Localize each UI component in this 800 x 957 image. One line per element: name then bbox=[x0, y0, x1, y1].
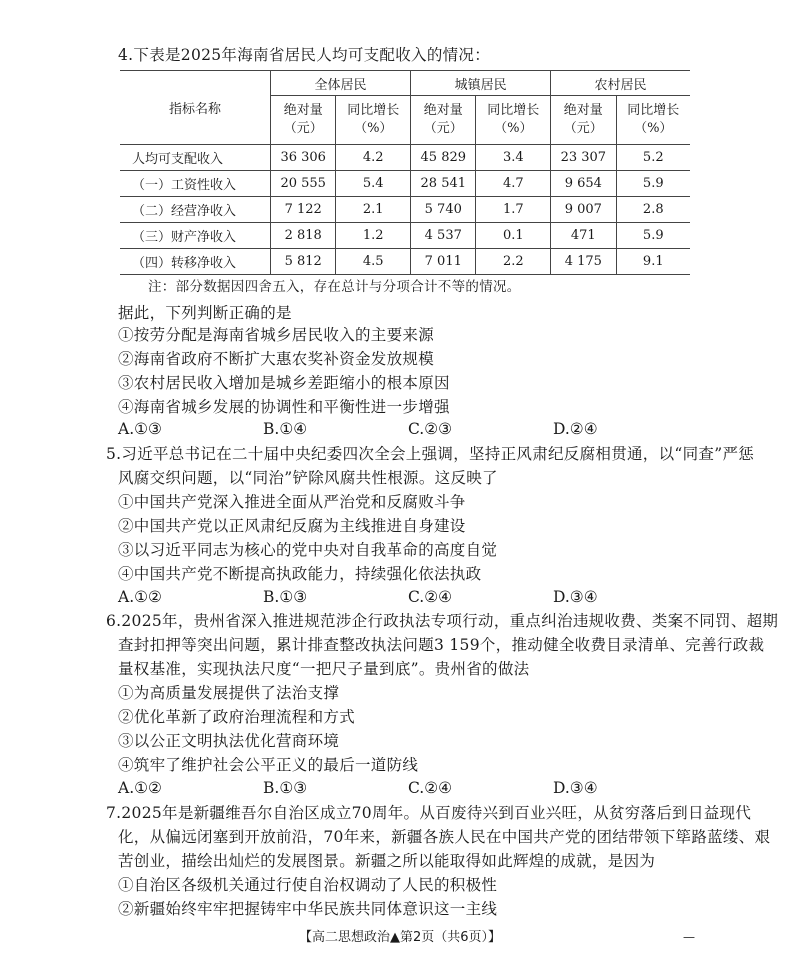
option-a[interactable]: A.①② bbox=[118, 779, 162, 797]
q5-item: ②中国共产党以正风肃纪反腐为主线推进自身建设 bbox=[118, 517, 466, 535]
option-b[interactable]: B.①③ bbox=[263, 588, 308, 606]
table-sub-header: 绝对量 （元） bbox=[271, 96, 336, 145]
table-sub-header: 绝对量 （元） bbox=[551, 96, 616, 145]
q6-item: ③以公正文明执法优化营商环境 bbox=[118, 732, 340, 750]
table-group-header: 全体居民 bbox=[271, 71, 411, 96]
table-cell: 5.9 bbox=[616, 223, 690, 249]
q5-item: ③以习近平同志为核心的党中央对自我革命的高度自觉 bbox=[118, 541, 498, 559]
table-cell: 5 812 bbox=[271, 249, 336, 275]
table-cell: 4.2 bbox=[336, 145, 411, 171]
table-cell: 9 654 bbox=[551, 171, 616, 197]
q6-stem-line: 量权基准，实现执法尺度“一把尺子量到底”。贵州省的做法 bbox=[118, 660, 530, 678]
q5-stem-line: 风腐交织问题，以“同治”铲除风腐共性根源。这反映了 bbox=[118, 469, 498, 487]
table-cell: 3.4 bbox=[476, 145, 551, 171]
q4-item: ③农村居民收入增加是城乡差距缩小的根本原因 bbox=[118, 374, 450, 392]
q4-item: ④海南省城乡发展的协调性和平衡性进一步增强 bbox=[118, 398, 450, 416]
option-d[interactable]: D.③④ bbox=[553, 588, 598, 606]
q7-stem-line: 苦创业，描绘出灿烂的发展图景。新疆之所以能取得如此辉煌的成就，是因为 bbox=[118, 852, 656, 870]
q4-item: ②海南省政府不断扩大惠农奖补资金发放规模 bbox=[118, 350, 435, 368]
income-table bbox=[120, 70, 690, 275]
q4-options bbox=[118, 418, 698, 440]
table-cell: 0.1 bbox=[476, 223, 551, 249]
option-d[interactable]: D.③④ bbox=[553, 779, 598, 797]
table-cell: 28 541 bbox=[411, 171, 476, 197]
table-cell: 2.2 bbox=[476, 249, 551, 275]
table-cell: 2.1 bbox=[336, 197, 411, 223]
row-label: （二）经营净收入 bbox=[120, 197, 271, 223]
table-cell: 1.7 bbox=[476, 197, 551, 223]
q5-stem-line: 5.习近平总书记在二十届中央纪委四次全会上强调，坚持正风肃纪反腐相贯通，以“同查”严惩 bbox=[106, 445, 755, 463]
q4-item: ①按劳分配是海南省城乡居民收入的主要来源 bbox=[118, 326, 435, 344]
option-b[interactable]: B.①③ bbox=[263, 779, 308, 797]
option-c[interactable]: C.②④ bbox=[408, 779, 453, 797]
page-footer: 【高二思想政治▲第2页（共6页）】 bbox=[298, 930, 502, 945]
table-sub-header: 同比增长 （%） bbox=[616, 96, 690, 145]
option-a[interactable]: A.①③ bbox=[118, 420, 162, 438]
table-cell: 5.4 bbox=[336, 171, 411, 197]
table-cell: 1.2 bbox=[336, 223, 411, 249]
q6-stem-line: 6.2025年，贵州省深入推进规范涉企行政执法专项行动，重点纠治违规收费、类案不同罚、超期 bbox=[106, 612, 779, 630]
row-label: （三）财产净收入 bbox=[120, 223, 271, 249]
table-cell: 36 306 bbox=[271, 145, 336, 171]
q5-item: ①中国共产党深入推进全面从严治党和反腐败斗争 bbox=[118, 493, 466, 511]
q7-item: ②新疆始终牢牢把握铸牢中华民族共同体意识这一主线 bbox=[118, 900, 498, 918]
table-note: 注：部分数据因四舍五入，存在总计与分项合计不等的情况。 bbox=[148, 279, 521, 295]
table-group-header: 城镇居民 bbox=[411, 71, 551, 96]
q6-item: ④筑牢了维护社会公平正义的最后一道防线 bbox=[118, 756, 419, 774]
table-group-header: 农村居民 bbox=[551, 71, 690, 96]
table-sub-header: 绝对量 （元） bbox=[411, 96, 476, 145]
table-cell: 7 011 bbox=[411, 249, 476, 275]
table-cell: 4 537 bbox=[411, 223, 476, 249]
q5-options bbox=[118, 586, 698, 608]
table-cell: 5.9 bbox=[616, 171, 690, 197]
table-row bbox=[120, 249, 690, 275]
q7-stem-line: 化，从偏远闭塞到开放前沿，70年来，新疆各族人民在中国共产党的团结带领下筚路蓝缕、艰 bbox=[118, 828, 771, 846]
table-cell: 4 175 bbox=[551, 249, 616, 275]
table-cell: 5.2 bbox=[616, 145, 690, 171]
table-row bbox=[120, 223, 690, 249]
option-c[interactable]: C.②④ bbox=[408, 588, 453, 606]
table-cell: 9 007 bbox=[551, 197, 616, 223]
table-sub-header: 同比增长 （%） bbox=[336, 96, 411, 145]
q7-stem-line: 7.2025年是新疆维吾尔自治区成立70周年。从百废待兴到百业兴旺，从贫穷落后到日益现代 bbox=[106, 804, 752, 822]
q7-item: ①自治区各级机关通过行使自治权调动了人民的积极性 bbox=[118, 876, 498, 894]
table-cell: 45 829 bbox=[411, 145, 476, 171]
table-cell: 5 740 bbox=[411, 197, 476, 223]
option-a[interactable]: A.①② bbox=[118, 588, 162, 606]
q4-prompt: 据此，下列判断正确的是 bbox=[118, 304, 292, 322]
q6-options bbox=[118, 777, 698, 799]
corner-mark: — bbox=[683, 930, 695, 944]
table-cell: 7 122 bbox=[271, 197, 336, 223]
q6-item: ②优化革新了政府治理流程和方式 bbox=[118, 708, 356, 726]
table-row bbox=[120, 145, 690, 171]
q6-item: ①为高质量发展提供了法治支撑 bbox=[118, 684, 340, 702]
table-sub-header: 同比增长 （%） bbox=[476, 96, 551, 145]
table-cell: 4.5 bbox=[336, 249, 411, 275]
table-cell: 4.7 bbox=[476, 171, 551, 197]
table-cell: 471 bbox=[551, 223, 616, 249]
option-d[interactable]: D.②④ bbox=[553, 420, 598, 438]
option-c[interactable]: C.②③ bbox=[408, 420, 453, 438]
q4-stem: 4.下表是2025年海南省居民人均可支配收入的情况： bbox=[118, 46, 491, 64]
table-cell: 2.8 bbox=[616, 197, 690, 223]
table-corner-label: 指标名称 bbox=[120, 71, 271, 145]
q5-item: ④中国共产党不断提高执政能力，持续强化依法执政 bbox=[118, 565, 482, 583]
table-cell: 23 307 bbox=[551, 145, 616, 171]
table-row bbox=[120, 197, 690, 223]
table-cell: 9.1 bbox=[616, 249, 690, 275]
row-label: 人均可支配收入 bbox=[120, 145, 271, 171]
row-label: （四）转移净收入 bbox=[120, 249, 271, 275]
option-b[interactable]: B.①④ bbox=[263, 420, 308, 438]
row-label: （一）工资性收入 bbox=[120, 171, 271, 197]
table-cell: 20 555 bbox=[271, 171, 336, 197]
q6-stem-line: 查封扣押等突出问题，累计排查整改执法问题3 159个，推动健全收费目录清单、完善行政裁 bbox=[118, 636, 765, 654]
table-cell: 2 818 bbox=[271, 223, 336, 249]
table-row bbox=[120, 171, 690, 197]
